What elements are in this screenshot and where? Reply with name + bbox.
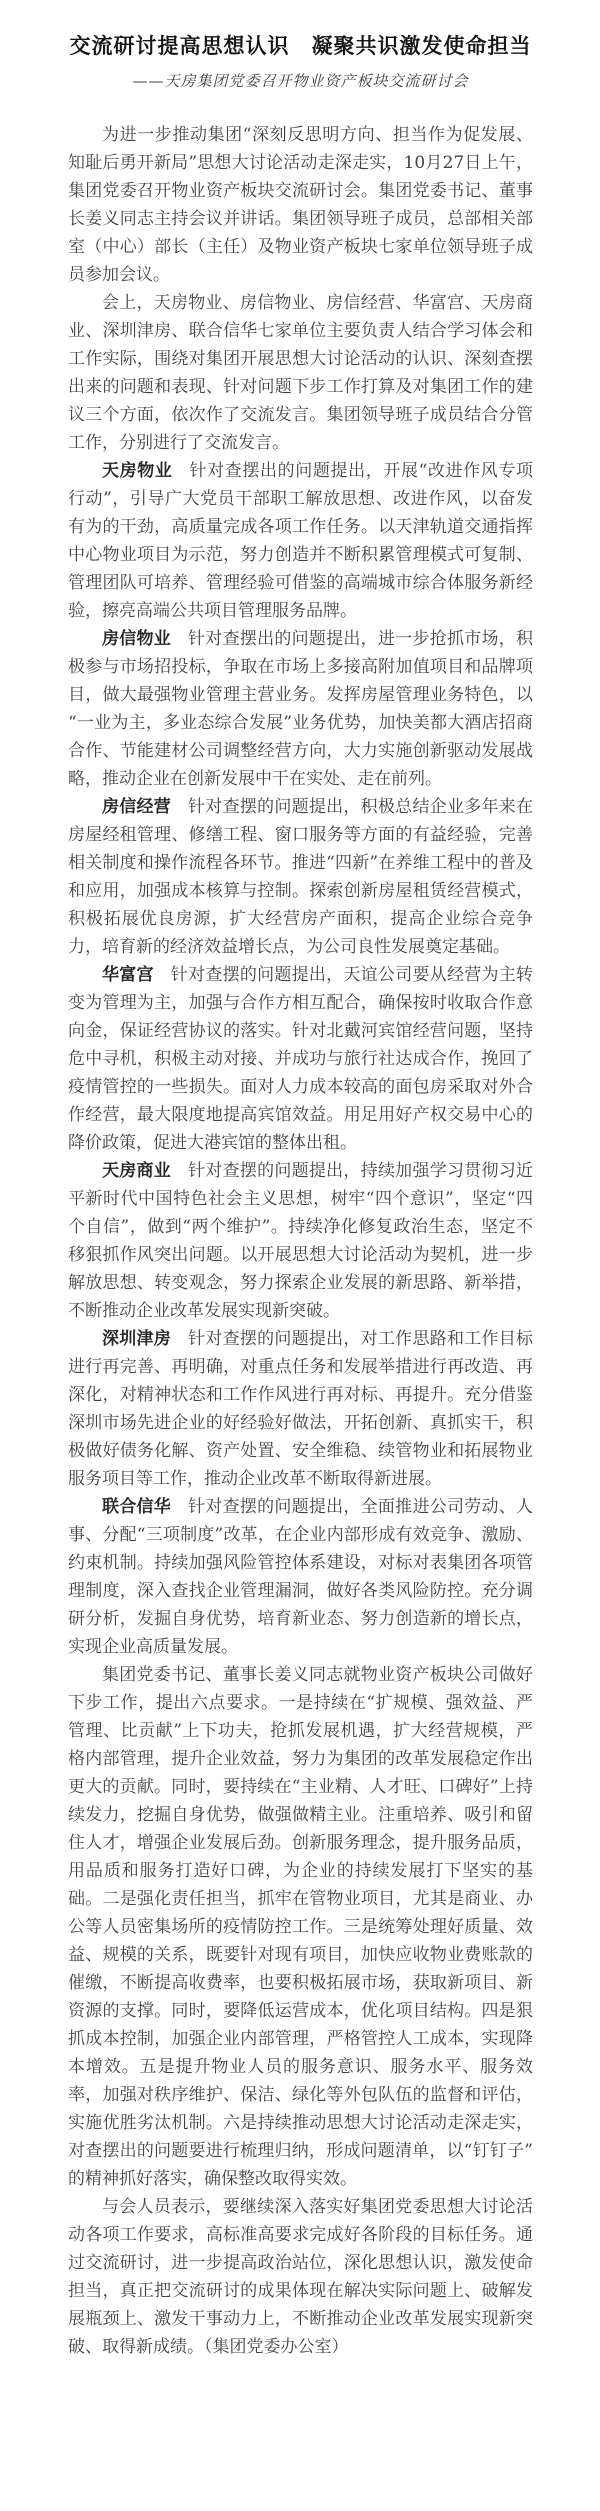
paragraph-tianfang-wuye xyxy=(68,457,533,625)
paragraph-closing xyxy=(68,2193,533,2361)
paragraph-text: 针对查摆的问题提出，天谊公司要从经营为主转变为管理为主，加强与合作方相互配合，确保按时收取合作意向金，保证经营协议的落实。针对北戴河宾馆经营问题，坚持危中寻机，积极主动对接、并成功与旅行社达成合作，挽回了疫情管控的一些损失。面对人力成本较高的面包房采取对外合作经营，最大限度地提高宾馆效益。用足用好产权交易中心的降价政策，促进大港宾馆的整体出租。 xyxy=(68,965,534,1154)
paragraph-text: 针对查摆出的问题提出，开展“改进作风专项行动”，引导广大党员干部职工解放思想、改进作风，以奋发有为的干劲，高质量完成各项工作任务。以天津轨道交通指挥中心物业项目为示范，努力创造并不断积累管理模式可复制、管理团队可培养、管理经验可借鉴的高端城市综合体服务新经验，擦亮高端公共项目管理服务品牌。 xyxy=(68,461,534,622)
paragraph-lianhe-xinhua xyxy=(68,1493,533,1661)
unit-name-lianhe-xinhua: 联合信华 xyxy=(102,1497,172,1518)
paragraph-text: 为进一步推动集团“深刻反思明方向、担当作为促发展、知耻后勇开新局”思想大讨论活动走深走实，10月27日上午，集团党委召开物业资产板块交流研讨会。集团党委书记、董事长姜义同志主持会议并讲话。集团领导班子成员，总部相关部室（中心）部长（主任）及物业资产板块七家单位领导班子成员参加会议。 xyxy=(68,125,533,286)
article-title: 交流研讨提高思想认识 凝聚共识激发使命担当 xyxy=(69,33,532,58)
paragraph-text: 针对查摆的问题提出，积极总结企业多年来在房屋经租管理、修缮工程、窗口服务等方面的有益经验，完善相关制度和操作流程各环节。推进“四新”在养维工程中的普及和应用，加强成本核算与控制。探索创新房屋租赁经营模式，积极拓展优良房源，扩大经营房产面积，提高企业综合竞争力，培育新的经济效益增长点，为公司良性发展奠定基础。 xyxy=(68,797,534,958)
unit-name-fangxin-jingying: 房信经营 xyxy=(102,797,172,818)
paragraph-meeting-overview xyxy=(68,289,533,457)
paragraph-fangxin-wuye xyxy=(68,625,533,793)
paragraph-huafugong xyxy=(68,961,533,1157)
article-subtitle: ——天房集团党委召开物业资产板块交流研讨会 xyxy=(132,72,469,91)
paragraph-fangxin-jingying xyxy=(68,793,533,961)
unit-name-tianfang-shangye: 天房商业 xyxy=(102,1161,172,1182)
paragraph-text: 针对查摆的问题提出，全面推进公司劳动、人事、分配“三项制度”改革，在企业内部形成有效竞争、激励、约束机制。持续加强风险管控体系建设，对标对表集团各项管理制度，深入查找企业管理漏洞，做好各类风险防控。充分调研分析，发掘自身优势，培育新业态、努力创造新的增长点，实现企业高质量发展。 xyxy=(68,1497,534,1658)
paragraph-tianfang-shangye xyxy=(68,1157,533,1325)
paragraph-text: 针对查摆的问题提出，对工作思路和工作目标进行再完善、再明确，对重点任务和发展举措进行再改造、再深化，对精神状态和工作作风进行再对标、再提升。充分借鉴深圳市场先进企业的好经验好做法，开拓创新、真抓实干，积极做好债务化解、资产处置、安全维稳、续管物业和拓展物业服务项目等工作，推动企业改革不断取得新进展。 xyxy=(68,1329,534,1490)
paragraph-text: 集团党委书记、董事长姜义同志就物业资产板块公司做好下步工作，提出六点要求。一是持续在“扩规模、强效益、严管理、比贡献”上下功夫，抢抓发展机遇，扩大经营规模，严格内部管理，提升企业效益，努力为集团的改革发展稳定作出更大的贡献。同时，要持续在“主业精、人才旺、口碑好”上持续发力，挖掘自身优势，做强做精主业。注重培养、吸引和留住人才，增强企业发展后劲。创新服务理念，提升服务品质，用品质和服务打造好口碑，为企业的持续发展打下坚实的基础。二是强化责任担当，抓牢在管物业项目，尤其是商业、办公等人员密集场所的疫情防控工作。三是统筹处理好质量、效益、规模的关系，既要针对现有项目，加快应收物业费账款的催缴，不断提高收费率，也要积极拓展市场，获取新项目、新资源的支撑。同时，要降低运营成本，优化项目结构。四是狠抓成本控制，加强企业内部管理，严格管控人工成本，实现降本增效。五是提升物业人员的服务意识、服务水平、服务效率，加强对秩序维护、保洁、绿化等外包队伍的监督和评估，实施优胜劣汰机制。六是持续推动思想大讨论活动走深走实，对查摆出的问题要进行梳理归纳，形成问题清单，以“钉钉子”的精神抓好落实，确保整改取得实效。 xyxy=(68,1665,533,2190)
paragraph-text: 会上，天房物业、房信物业、房信经营、华富宫、天房商业、深圳津房、联合信华七家单位主要负责人结合学习体会和工作实际，围绕对集团开展思想大讨论活动的认识、深刻查摆出来的问题和表现、针对问题下步工作打算及对集团工作的建议三个方面，依次作了交流发言。集团领导班子成员结合分管工作，分别进行了交流发言。 xyxy=(68,293,533,454)
unit-name-tianfang-wuye: 天房物业 xyxy=(102,461,173,482)
paragraph-six-requirements xyxy=(68,1661,533,2193)
paragraph-shenzhen-jinfang xyxy=(68,1325,533,1493)
unit-name-fangxin-wuye: 房信物业 xyxy=(102,629,172,650)
article-body xyxy=(68,121,533,2361)
paragraph-text: 针对查摆的问题提出，持续加强学习贯彻习近平新时代中国特色社会主义思想，树牢“四个意识”，坚定“四个自信”，做到“两个维护”。持续净化修复政治生态，坚定不移狠抓作风突出问题。以开展思想大讨论活动为契机，进一步解放思想、转变观念，努力探索企业发展的新思路、新举措，不断推动企业改革发展实现新突破。 xyxy=(68,1161,534,1322)
paragraph-intro xyxy=(68,121,533,289)
paragraph-text: 针对查摆出的问题提出，进一步抢抓市场，积极参与市场招投标，争取在市场上多接高附加值项目和品牌项目，做大最强物业管理主营业务。发挥房屋管理业务特色，以“一业为主，多业态综合发展”业务优势，加快美都大酒店招商合作、节能建材公司调整经营方向，大力实施创新驱动发展战略，推动企业在创新发展中干在实处、走在前列。 xyxy=(68,629,534,790)
unit-name-huafugong: 华富宫 xyxy=(102,965,154,986)
paragraph-text: 与会人员表示，要继续深入落实好集团党委思想大讨论活动各项工作要求，高标准高要求完成好各阶段的目标任务。通过交流研讨，进一步提高政治站位，深化思想认识，激发使命担当，真正把交流研讨的成果体现在解决实际问题上、破解发展瓶颈上、激发干事动力上，不断推动企业改革发展实现新突破、取得新成绩。（集团党委办公室） xyxy=(68,2197,533,2358)
unit-name-shenzhen-jinfang: 深圳津房 xyxy=(102,1329,172,1350)
